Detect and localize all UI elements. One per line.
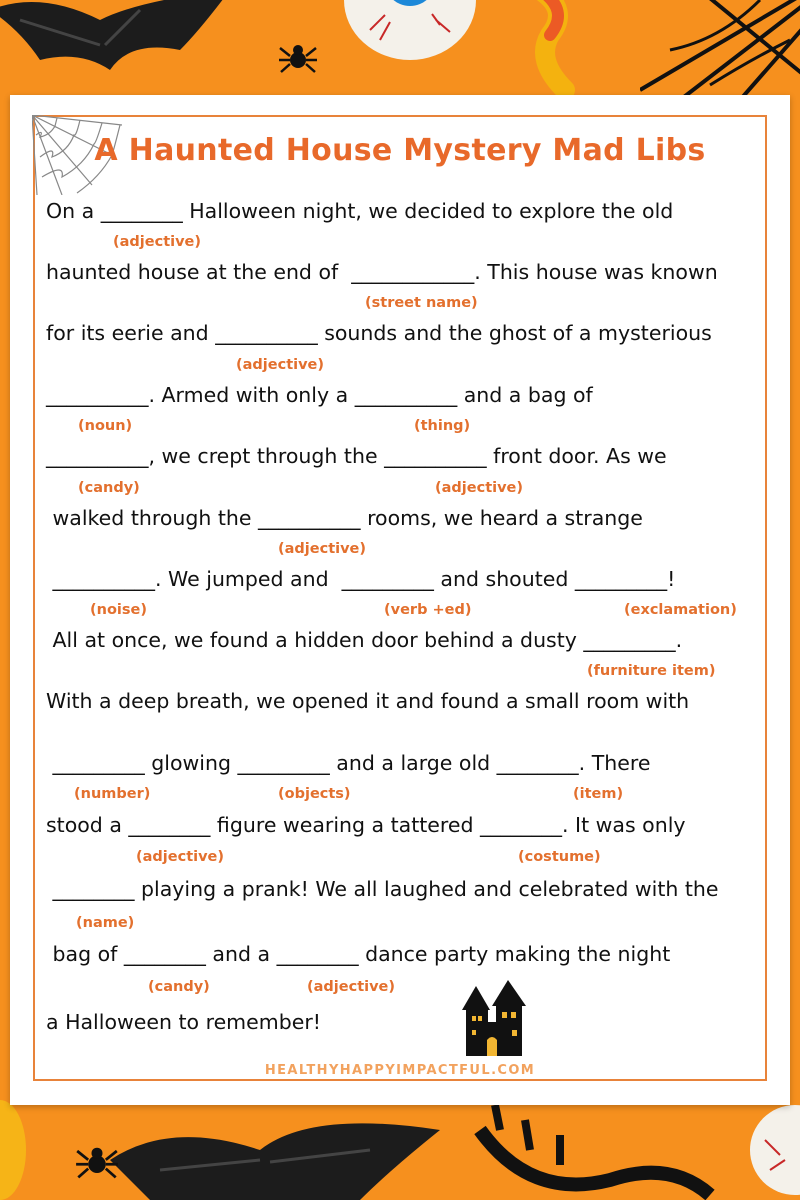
- story-line: __________. We jumped and _________ and shouted _________!: [46, 567, 676, 591]
- story-line: stood a ________ figure wearing a tattered ________. It was only: [46, 813, 686, 837]
- story-line: a Halloween to remember!: [46, 1010, 321, 1034]
- skeleton-hand-icon: [470, 1100, 720, 1200]
- blank-hint-number: (number): [74, 786, 151, 802]
- blank-hint-costume: (costume): [518, 849, 601, 865]
- blank-hint-thing: (thing): [414, 418, 471, 434]
- eyeball-icon: [745, 1100, 800, 1200]
- blank-hint-candy: (candy): [78, 480, 140, 496]
- story-line: for its eerie and __________ sounds and the ghost of a mysterious: [46, 321, 712, 345]
- blank-hint-furniture-item: (furniture item): [587, 663, 716, 679]
- gummy-worm-icon: [520, 0, 580, 95]
- mad-libs-sheet: [10, 95, 790, 1105]
- blank-hint-name: (name): [76, 915, 135, 931]
- blank-hint-adjective: (adjective): [236, 357, 325, 373]
- blank-hint-adjective: (adjective): [113, 234, 202, 250]
- story-line: walked through the __________ rooms, we heard a strange: [46, 506, 643, 530]
- story-line: ________ playing a prank! We all laughed and celebrated with the: [46, 877, 719, 901]
- story-line: With a deep breath, we opened it and found a small room with: [46, 689, 690, 713]
- blank-hint-noise: (noise): [90, 602, 147, 618]
- story-line: _________ glowing _________ and a large old ________. There: [46, 751, 651, 775]
- story-line: bag of ________ and a ________ dance party making the night: [46, 942, 671, 966]
- story-line: __________, we crept through the __________ front door. As we: [46, 444, 667, 468]
- blank-hint-item: (item): [573, 786, 624, 802]
- spider-icon: [278, 38, 318, 78]
- page-title: A Haunted House Mystery Mad Libs: [94, 133, 706, 168]
- story-line: __________. Armed with only a __________ and a bag of: [46, 383, 593, 407]
- eyeball-icon: [340, 0, 480, 65]
- story-line: All at once, we found a hidden door behind a dusty _________.: [46, 628, 683, 652]
- blank-hint-verb-ed: (verb +ed): [384, 602, 472, 618]
- haunted-house-icon: [458, 978, 532, 1058]
- bat-icon: [110, 1100, 440, 1200]
- blank-hint-objects: (objects): [278, 786, 351, 802]
- site-footer: HEALTHYHAPPYIMPACTFUL.COM: [264, 1063, 536, 1078]
- blank-hint-street-name: (street name): [365, 295, 478, 311]
- blank-hint-exclamation: (exclamation): [624, 602, 737, 618]
- blank-hint-candy: (candy): [148, 979, 210, 995]
- bat-icon: [0, 0, 240, 100]
- story-line: On a ________ Halloween night, we decided to explore the old: [46, 199, 674, 223]
- pumpkin-icon: [0, 1090, 30, 1200]
- blank-hint-adjective: (adjective): [435, 480, 524, 496]
- blank-hint-adjective: (adjective): [136, 849, 225, 865]
- spider-icon: [75, 1140, 119, 1184]
- blank-hint-adjective: (adjective): [278, 541, 367, 557]
- blank-hint-adjective: (adjective): [307, 979, 396, 995]
- blank-hint-noun: (noun): [78, 418, 133, 434]
- spider-web-icon: [640, 0, 800, 100]
- story-line: haunted house at the end of ____________. This house was known: [46, 260, 718, 284]
